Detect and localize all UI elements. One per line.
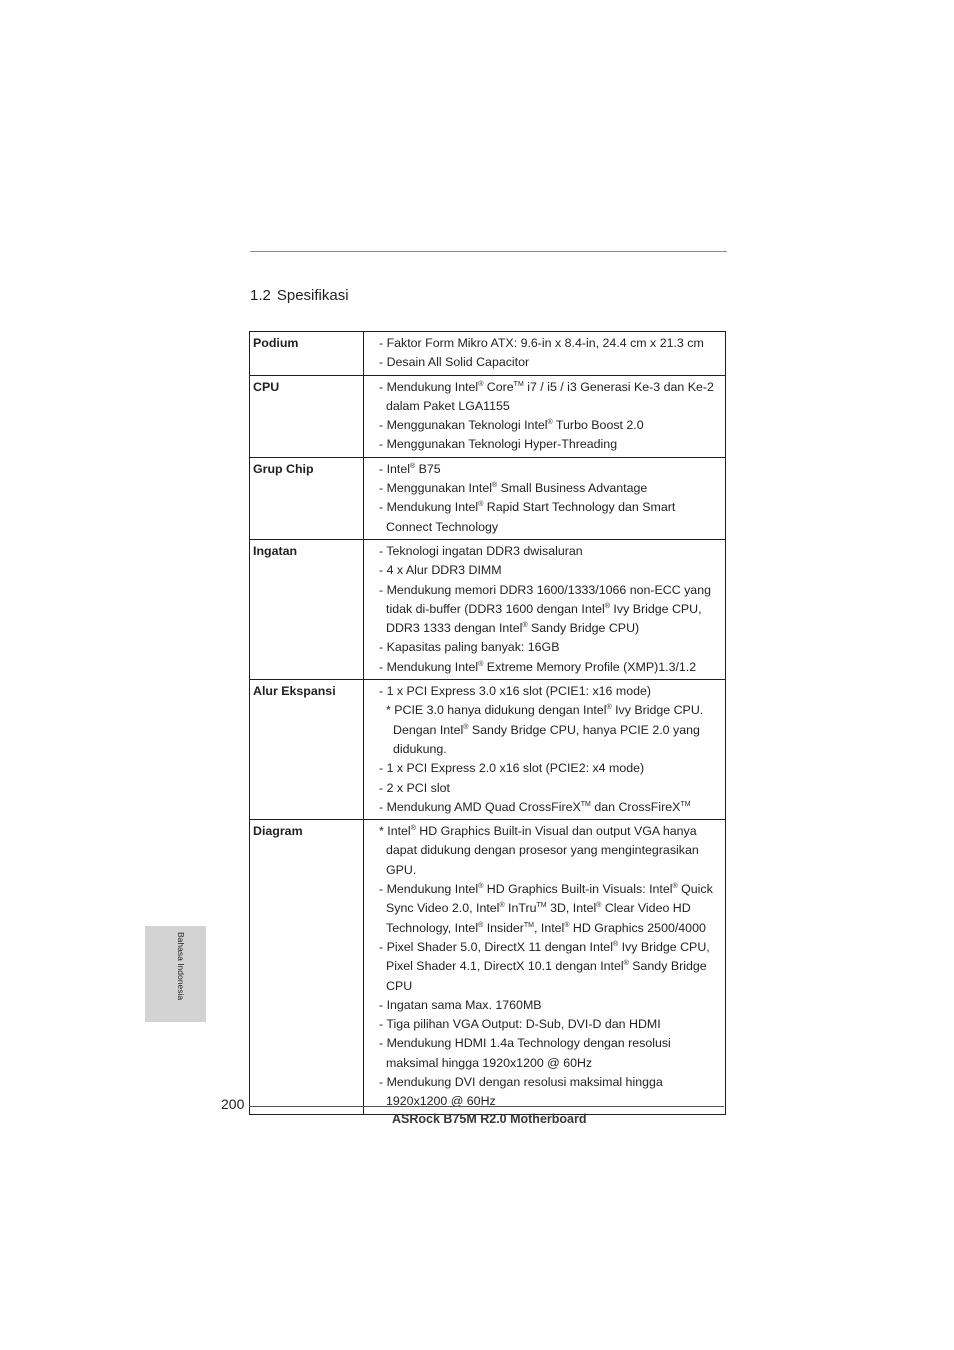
spec-line: - Mendukung DVI dengan resolusi maksimal hingga [379,1074,663,1089]
spec-line: tidak di-buffer (DDR3 1600 dengan Intel® Ivy Bridge CPU, [386,601,702,616]
spec-table [249,331,726,1115]
spec-items [364,375,726,457]
spec-line: Sync Video 2.0, Intel® InTru™ 3D, Intel® Clear Video HD [386,901,691,916]
spec-line: - Menggunakan Intel® Small Business Advantage [379,481,648,496]
spec-items [364,332,726,376]
spec-line: - Menggunakan Teknologi Intel® Turbo Boost 2.0 [379,418,644,433]
spec-line: - Menggunakan Teknologi Hyper-Threading [379,437,618,452]
footer-rule [249,1106,724,1107]
spec-row [250,820,726,1114]
spec-label: Podium [250,332,364,376]
spec-line: didukung. [393,741,447,756]
spec-line: - Ingatan sama Max. 1760MB [379,997,542,1012]
spec-line: Dengan Intel® Sandy Bridge CPU, hanya PCIE 2.0 yang [393,722,700,737]
spec-line: GPU. [386,862,417,877]
spec-line: - Mendukung Intel® Extreme Memory Profile (XMP)1.3/1.2 [379,659,697,674]
spec-line: - Mendukung Intel® Rapid Start Technology dan Smart [379,500,676,515]
spec-items [364,820,726,1114]
spec-line: - Faktor Form Mikro ATX: 9.6-in x 8.4-in, 24.4 cm x 21.3 cm [379,336,704,350]
spec-line: - Mendukung memori DDR3 1600/1333/1066 non-ECC yang [379,582,711,597]
spec-line: CPU [386,978,413,993]
spec-line: - Intel® B75 [379,461,441,476]
spec-line: Connect Technology [386,519,499,534]
spec-line: DDR3 1333 dengan Intel® Sandy Bridge CPU) [386,621,640,636]
spec-label: Alur Ekspansi [250,680,364,820]
spec-row [250,457,726,539]
spec-label: Diagram [250,820,364,1114]
spec-row [250,539,726,679]
footer-title: ASRock B75M R2.0 Motherboard [392,1112,587,1126]
section-heading [250,287,355,304]
side-tab-label: Bahasa Indonesia [176,932,186,1001]
spec-line: - Mendukung Intel® Core™ i7 / i5 / i3 Generasi Ke-3 dan Ke-2 [379,379,714,394]
spec-line: - Tiga pilihan VGA Output: D-Sub, DVI-D dan HDMI [379,1017,661,1032]
section-number: 1.2 [250,287,271,304]
spec-line: dapat didukung dengan prosesor yang mengintegrasikan [386,843,699,858]
spec-items [364,680,726,820]
spec-line: - 4 x Alur DDR3 DIMM [379,563,502,578]
spec-line: - Kapasitas paling banyak: 16GB [379,640,560,655]
spec-line: Pixel Shader 4.1, DirectX 10.1 dengan Intel® Sandy Bridge [386,959,707,974]
spec-line: dalam Paket LGA1155 [386,398,510,413]
spec-line: - 2 x PCI slot [379,780,450,795]
spec-line: Technology, Intel® Insider™, Intel® HD Graphics 2500/4000 [386,920,706,935]
spec-items [364,457,726,539]
spec-line: * PCIE 3.0 hanya didukung dengan Intel® Ivy Bridge CPU. [386,703,704,718]
spec-line: * Intel® HD Graphics Built-in Visual dan output VGA hanya [379,824,697,839]
spec-line: - Mendukung Intel® HD Graphics Built-in Visuals: Intel® Quick [379,882,713,897]
spec-line: - Teknologi ingatan DDR3 dwisaluran [379,543,583,558]
spec-line: - Desain All Solid Capacitor [379,355,530,370]
language-side-tab [145,926,206,1022]
spec-label: CPU [250,375,364,457]
section-title: Spesifikasi [276,287,349,304]
spec-line: - Pixel Shader 5.0, DirectX 11 dengan Intel® Ivy Bridge CPU, [379,939,710,954]
spec-line: - Mendukung HDMI 1.4a Technology dengan resolusi [379,1036,671,1051]
spec-label: Ingatan [250,539,364,679]
spec-line: - 1 x PCI Express 3.0 x16 slot (PCIE1: x16 mode) [379,684,652,699]
spec-line: - 1 x PCI Express 2.0 x16 slot (PCIE2: x4 mode) [379,761,645,776]
page-number: 200 [221,1096,245,1112]
spec-line: maksimal hingga 1920x1200 @ 60Hz [386,1055,593,1070]
spec-line: - Mendukung AMD Quad CrossFireX™ dan CrossFireX™ [379,799,691,814]
spec-label: Grup Chip [250,457,364,539]
spec-row [250,332,726,376]
header-rule [250,251,727,252]
spec-items [364,539,726,679]
spec-row [250,680,726,820]
spec-line: 1920x1200 @ 60Hz [386,1094,496,1109]
spec-row [250,375,726,457]
